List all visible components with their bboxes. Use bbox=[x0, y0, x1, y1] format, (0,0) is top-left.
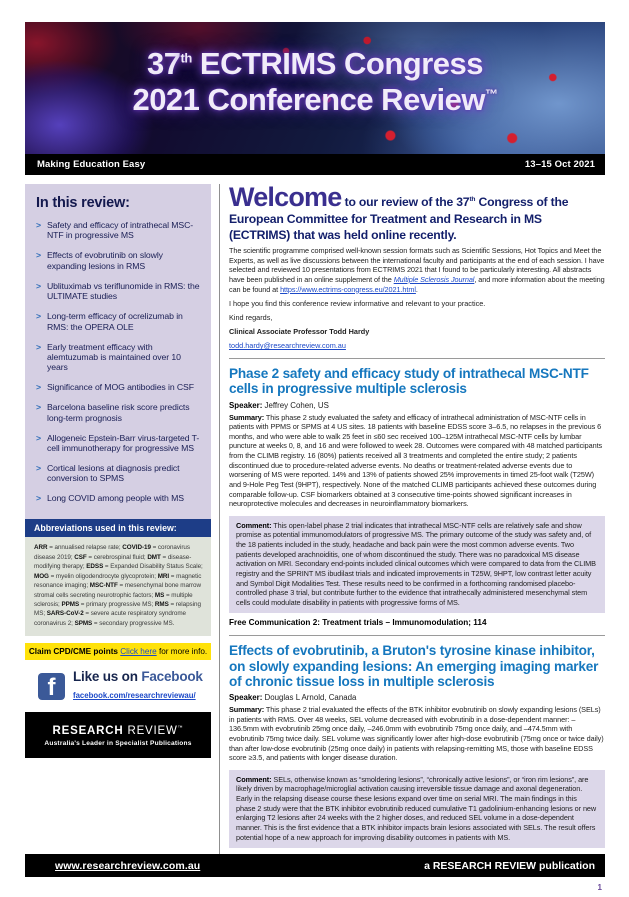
footer-website-link[interactable]: www.researchreview.com.au bbox=[55, 859, 201, 872]
toc-item bbox=[36, 433, 202, 454]
toc-item bbox=[36, 281, 202, 302]
toc-item bbox=[36, 402, 202, 423]
event-date: 13–15 Oct 2021 bbox=[524, 159, 595, 170]
toc-item-label: Effects of evobrutinib on slowly expanding lesions in RMS bbox=[46, 250, 163, 271]
article-title: Phase 2 safety and efficacy study of intrathecal MSC-NTF cells in progressive multiple sclerosis bbox=[229, 366, 589, 397]
speaker-line: Speaker: Douglas L Arnold, Canada bbox=[229, 693, 357, 703]
banner-title-line1: 37th ECTRIMS Congress bbox=[147, 46, 483, 81]
cpd-banner bbox=[25, 643, 211, 660]
chevron-icon: > bbox=[36, 280, 41, 291]
toc-item bbox=[36, 311, 202, 332]
journal-link[interactable]: Multiple Sclerosis Journal bbox=[393, 274, 475, 284]
toc-item bbox=[36, 342, 202, 373]
section-divider bbox=[229, 358, 605, 359]
tagline-bar bbox=[25, 154, 605, 175]
chevron-icon: > bbox=[36, 341, 41, 352]
banner-title-line2: 2021 Conference Review™ bbox=[132, 81, 498, 117]
welcome-heading bbox=[229, 184, 605, 243]
regards-line: Kind regards, bbox=[229, 313, 273, 323]
facebook-url-link[interactable]: facebook.com/researchreviewau/ bbox=[73, 691, 196, 701]
welcome-word: Welcome bbox=[229, 182, 342, 212]
toc-item-label: Safety and efficacy of intrathecal MSC-NTF in progressive MS bbox=[46, 220, 194, 241]
cpd-label: Claim CPD/CME points bbox=[28, 647, 118, 657]
abbreviations-box bbox=[25, 519, 211, 636]
toc-item-label: Long-term efficacy of ocrelizumab in RMS: the OPERA OLE bbox=[46, 311, 183, 332]
cpd-click-here-link[interactable]: Click here bbox=[120, 647, 157, 657]
ectrims-url-link[interactable]: https://www.ectrims-congress.eu/2021.html bbox=[280, 284, 416, 294]
cpd-rest: for more info. bbox=[156, 647, 208, 657]
signoff bbox=[229, 299, 605, 350]
toc-item-label: Long COVID among people with MS bbox=[46, 493, 184, 504]
author-email-link[interactable]: todd.hardy@researchreview.com.au bbox=[229, 341, 346, 351]
author-name: Clinical Associate Professor Todd Hardy bbox=[229, 327, 370, 337]
research-review-wordmark: RESEARCH REVIEW™ bbox=[52, 725, 184, 738]
article-comment: Comment: This open-label phase 2 trial indicates that intrathecal MSC-NTF cells are relatively safe and show promise as potential immunomodulators of progressive MS. The primary outcome of the study was safety and, of the 18 patients included in the study, headache and back pain were the most common adverse events. Two patients developed arachnoiditis, one of whom discontinued the study. There was no paradoxical MS disease activation on MRI. Secondary end-points included clinical outcomes which were compared to data from the CLIMB registry and the SPRINT MS ibudilast trials and indicated improvements in T25W, 9HPT, low contrast letter acuity and Symbol Digit Modalities Test. These results need to be confirmed in a forthcoming randomised placebo-controlled phase 3 trial, but contribute further to the evidence that intrathecally administered mesenchymal stem cells could modulate disability in patients with progressive forms of MS. bbox=[229, 516, 605, 614]
chevron-icon: > bbox=[36, 493, 41, 504]
chevron-icon: > bbox=[36, 250, 41, 261]
facebook-block bbox=[25, 667, 211, 705]
article-title: Effects of evobrutinib, a Bruton's tyrosine kinase inhibitor, on slowly expanding lesions: An emerging imaging marker of chronic tissue loss in multiple sclerosis bbox=[229, 643, 599, 689]
welcome-lead: to our review of the 37th Congress of the European Committee for Treatment and Research in MS (ECTRIMS) that was held online recently. bbox=[229, 195, 569, 242]
toc-item-label: Significance of MOG antibodies in CSF bbox=[46, 382, 194, 393]
toc-item-label: Barcelona baseline risk score predicts long-term prognosis bbox=[46, 402, 190, 423]
sidebar bbox=[25, 184, 211, 758]
hope-line: I hope you find this conference review informative and relevant to your practice. bbox=[229, 299, 486, 309]
footer-bar bbox=[25, 854, 605, 877]
toc-heading: In this review: bbox=[36, 195, 130, 211]
article-summary: Summary: This phase 2 trial evaluated the effects of the BTK inhibitor evobrutinib on slowly expanding lesions (SELs) in patients with RMS. Over 48 weeks, SEL volume decreased with evobrutinib in a dose-dependent manner: –136.5mm with evobrutinib 25mg once daily, –246.0mm with evobrutinib 75mg once daily, and –474.5mm with evobrutinib 75mg twice daily. SEL volume was significantly lower after high-dose evobrutinib (75mg once or twice daily) than after low-dose evobrutinib (25mg once daily) in patients with relapsing-remitting MS, those with baseline EDSS score ≥3.5, and patients with longer disease duration. bbox=[229, 705, 604, 763]
toc-item bbox=[36, 250, 202, 271]
toc-item-label: Cortical lesions at diagnosis predict conversion to SPMS bbox=[46, 463, 180, 484]
article-source: Free Communication 2: Treatment trials – Immunomodulation; 114 bbox=[229, 618, 487, 628]
article-msc-ntf bbox=[229, 366, 605, 627]
chevron-icon: > bbox=[36, 402, 41, 413]
page-number: 1 bbox=[597, 883, 602, 892]
section-divider bbox=[229, 635, 605, 636]
chevron-icon: > bbox=[36, 220, 41, 230]
abbreviations-list: ARR = annualised relapse rate; COVID-19 = coronavirus disease 2019; CSF = cerebrospinal fluid; DMT = disease-modifying therapy; EDSS = Expanded Disability Status Scale; MOG = myelin oligodendrocyte glycoprotein; MRI = magnetic resonance imaging; MSC-NTF = mesenchymal bone marrow stromal cells secreting neurotrophic factors; MS = multiple sclerosis; PPMS = primary progressive MS; RMS = relapsing MS; SARS-CoV-2 = severe acute respiratory syndrome coronavirus 2; SPMS = secondary progressive MS. bbox=[25, 537, 211, 636]
article-evobrutinib bbox=[229, 643, 605, 862]
chevron-icon: > bbox=[36, 463, 41, 473]
toc-item-label: Early treatment efficacy with alemtuzumab is maintained over 10 years bbox=[46, 341, 181, 373]
footer-publication-text: a RESEARCH REVIEW publication bbox=[424, 859, 595, 872]
chevron-icon: > bbox=[36, 432, 41, 443]
toc-item bbox=[36, 463, 202, 484]
chevron-icon: > bbox=[36, 382, 41, 393]
banner-image bbox=[25, 22, 605, 154]
article-summary: Summary: This phase 2 study evaluated the safety and efficacy of intrathecal administration of MSC-NTF cells in patients with PPMS or SPMS at 4 US sites. 18 patients with baseline EDSS score 3–6.5, no relapses in the previous 6 months, and who were able to walk 25 feet in ≤60 sec received 100–125M intrathecal MSC-NTF cells by lumbar puncture at weeks 0, 8, and 16 and were followed to week 28. Outcomes were compared with 48 matched participants from the CLIMB registry. 16 (80%) patients received all 3 treatments and completed the entire study; 2 patients discontinued due to procedure-related adverse events. No deaths or treatment-related adverse events due to worsening of MS were reported. 14% and 13% of patients showed 25% improvements in timed 25-foot walk (T25W) and 9-Hole Peg Test (9HPT), respectively. None of the matched CLIMB participants achieved these outcomes during comparable follow-up. CSF biomarkers obtained at 3 consecutive time-points showed significant increases in neuroprotective molecules and decreases in neuroinflammatory biomarkers. bbox=[229, 412, 603, 509]
article-comment: Comment: SELs, otherwise known as “smoldering lesions”, “chronically active lesions”, or “iron rim lesions”, are likely driven by macrophage/microglial activation causing irreversible tissue damage and axonal degeneration. Early in the relapsing disease course these lesions expand over time on serial MRI. The main findings in this phase 2 study were that the BTK inhibitor evobrutinib reduced cumulative T1 gadolinium-enhancing lesions or new enlarging T2 lesions after 24 weeks with the 2 higher doses, and reduced SEL volume in a dose-dependent manner. This is the first evidence that a BTK inhibitor impacts brain lesions associated with SELs. The result offers potential hope of a new approach for improving disability outcomes in patients with MS. bbox=[229, 770, 605, 848]
main-content bbox=[219, 184, 605, 864]
speaker-line: Speaker: Jeffrey Cohen, US bbox=[229, 400, 329, 410]
tagline-text: Making Education Easy bbox=[37, 159, 146, 170]
trademark-symbol: ™ bbox=[485, 86, 498, 102]
toc-item bbox=[36, 493, 202, 503]
toc-item-label: Allogeneic Epstein-Barr virus-targeted T-cell immunotherapy for progressive MS bbox=[46, 432, 200, 454]
chevron-icon: > bbox=[36, 311, 41, 322]
trademark-symbol: ™ bbox=[177, 725, 184, 732]
research-review-tagline: Australia's Leader in Specialist Publications bbox=[44, 740, 192, 748]
facebook-icon[interactable]: f bbox=[38, 673, 65, 700]
abbreviations-heading: Abbreviations used in this review: bbox=[25, 519, 211, 537]
toc-item-label: Ublituximab vs teriflunomide in RMS: the ULTIMATE studies bbox=[46, 280, 200, 302]
toc-item bbox=[36, 382, 202, 392]
welcome-paragraph: The scientific programme comprised well-known session formats such as Scientific Sessions, Hot Topics and Meet the Experts, as well as live discussions between the international faculty and participants at the end of each session. I have selected and reviewed 10 presentations from ECTRIMS 2021 that I found to be particularly interesting. All abstracts have been published in an online supplement of the Multiple Sclerosis Journal, and more information about the meeting can be found at https://www.ectrims-congress.eu/2021.html. bbox=[229, 246, 605, 294]
research-review-logo bbox=[25, 712, 211, 758]
in-this-review-panel bbox=[25, 184, 211, 519]
banner-title bbox=[25, 46, 605, 117]
facebook-like-text: Like us on Facebook bbox=[73, 669, 203, 685]
toc-item bbox=[36, 220, 202, 241]
